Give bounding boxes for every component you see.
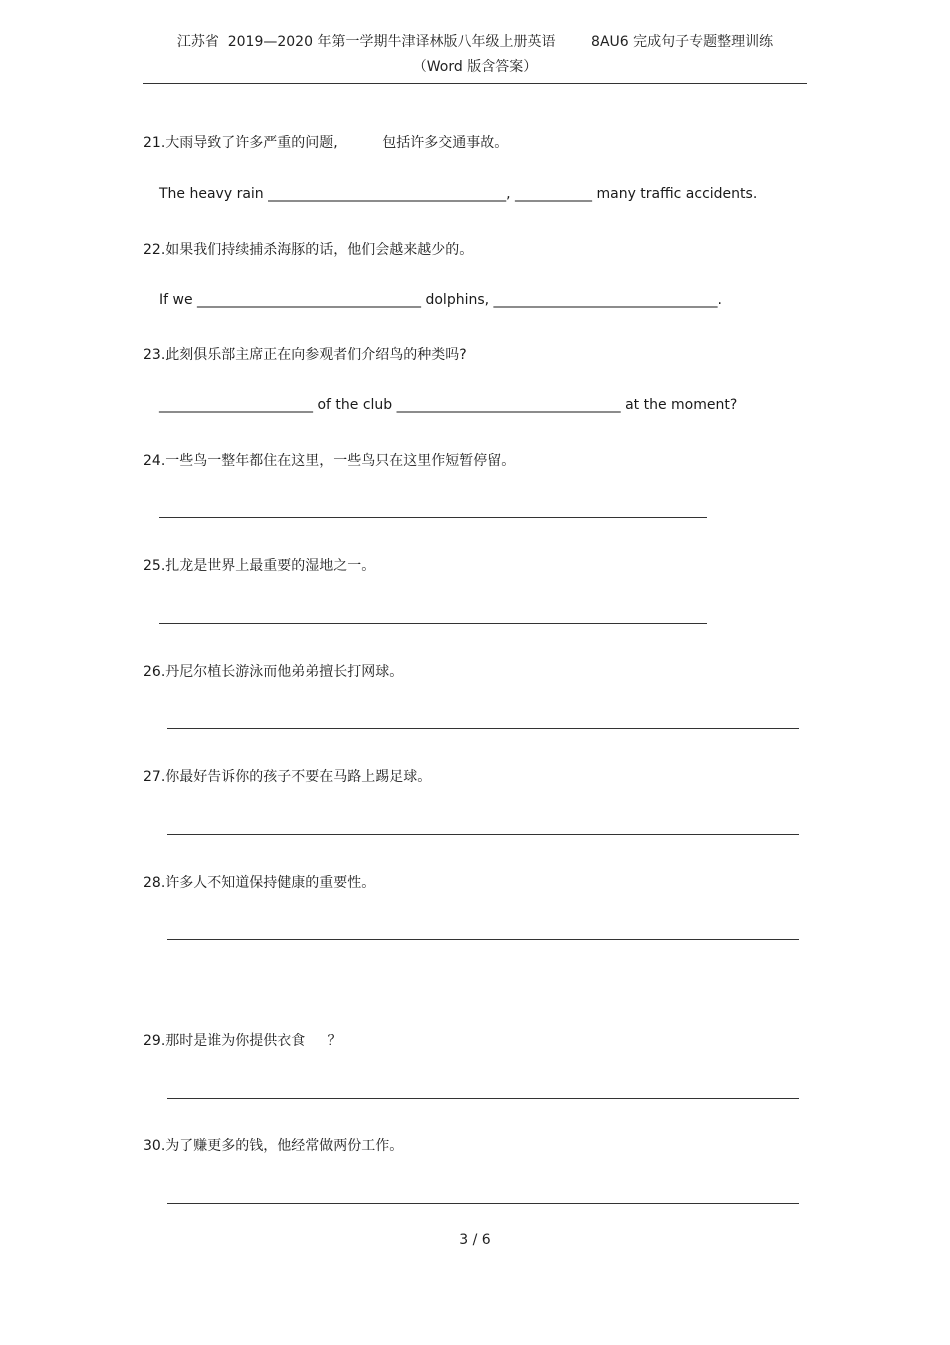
question-25-prompt: 25.扎龙是世界上最重要的湿地之一。 [143, 558, 376, 574]
question-24-answer-line[interactable] [159, 517, 707, 518]
header-divider [143, 83, 807, 84]
question-23-answer: ______________________ of the club ________________________________ at the moment? [159, 397, 738, 413]
question-25-answer-line[interactable] [159, 623, 707, 624]
question-28-answer-line[interactable] [167, 939, 799, 940]
question-29-answer-line[interactable] [167, 1098, 799, 1099]
question-22-answer: If we ________________________________ dolphins, ________________________________. [159, 292, 722, 308]
page-number: 3 / 6 [459, 1232, 491, 1248]
question-26-answer-line[interactable] [167, 728, 799, 729]
header-title: 江苏省 2019—2020 年第一学期牛津译林版八年级上册英语 8AU6 完成句子专题整理训练 [176, 34, 774, 50]
question-23-prompt: 23.此刻俱乐部主席正在向参观者们介绍鸟的种类吗? [143, 347, 467, 363]
question-29-prompt: 29.那时是谁为你提供衣食 ？ [143, 1033, 342, 1049]
question-21-answer: The heavy rain __________________________________, ___________ many traffic accidents. [159, 186, 758, 202]
question-22-prompt: 22.如果我们持续捕杀海豚的话，他们会越来越少的。 [143, 242, 474, 258]
question-26-prompt: 26.丹尼尔植长游泳而他弟弟擅长打网球。 [143, 664, 404, 680]
page-header [143, 30, 807, 80]
question-30-answer-line[interactable] [167, 1203, 799, 1204]
question-21-prompt: 21.大雨导致了许多严重的问题, 包括许多交通事故。 [143, 135, 509, 151]
question-28-prompt: 28.许多人不知道保持健康的重要性。 [143, 875, 376, 891]
question-27-answer-line[interactable] [167, 834, 799, 835]
question-24-prompt: 24.一些鸟一整年都住在这里，一些鸟只在这里作短暂停留。 [143, 453, 516, 469]
header-subtitle: （Word 版含答案） [412, 59, 538, 75]
question-27-prompt: 27.你最好告诉你的孩子不要在马路上踢足球。 [143, 769, 432, 785]
question-30-prompt: 30.为了赚更多的钱，他经常做两份工作。 [143, 1138, 404, 1154]
